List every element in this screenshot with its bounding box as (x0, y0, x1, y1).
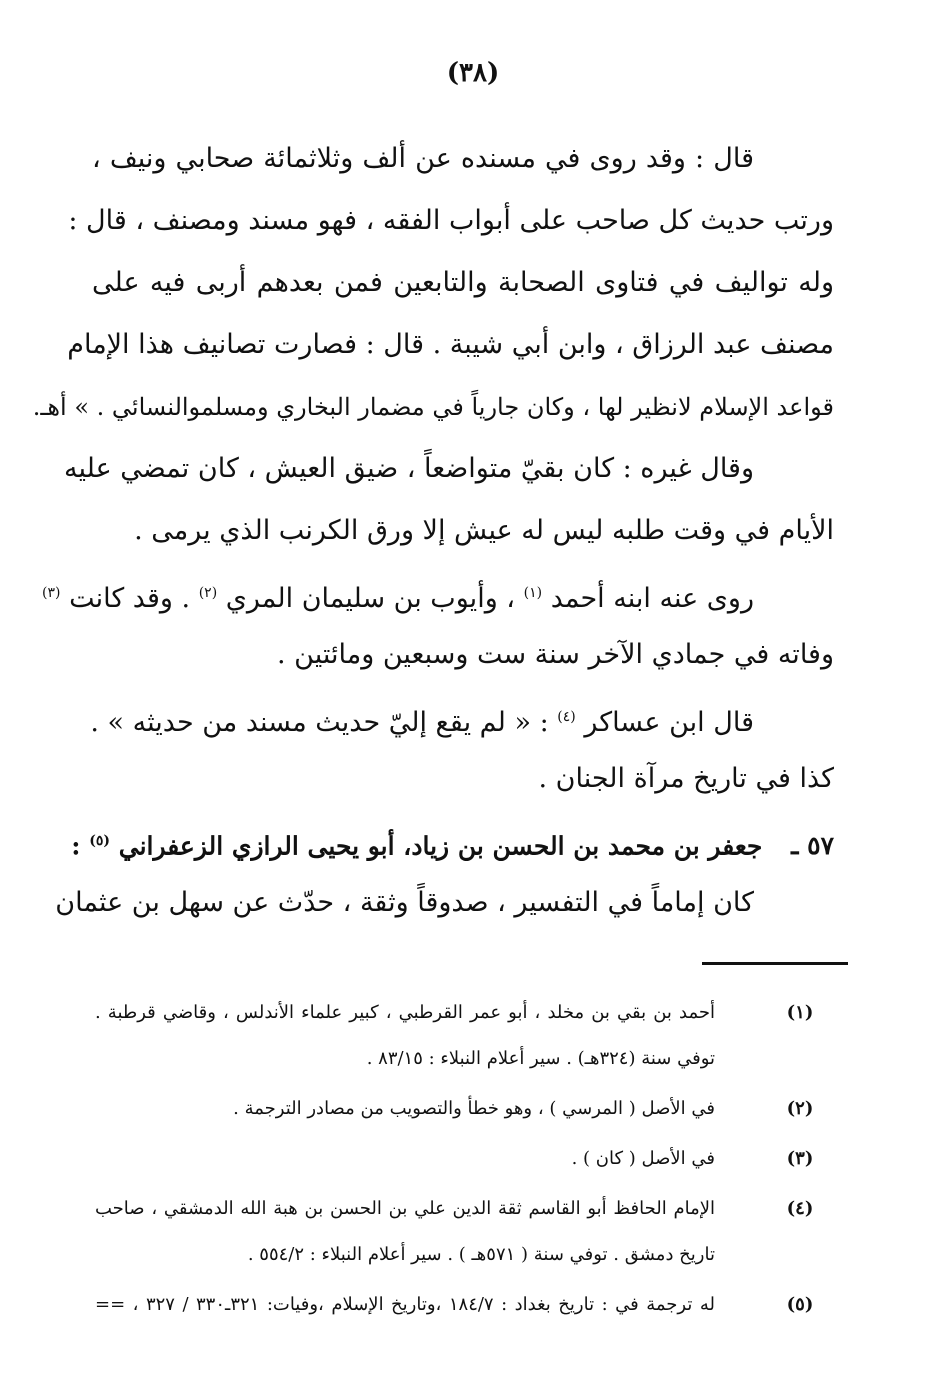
footnote (95, 1186, 830, 1278)
footnote-line: أحمد بن بقي بن مخلد ، أبو عمر القرطبي ، كبير علماء الأندلس ، وقاضي قرطبة . (95, 1002, 715, 1023)
text-line-with-notes (42, 562, 834, 624)
text-line-with-notes (92, 686, 834, 748)
text-line: كذا في تاريخ مرآة الجنان . (538, 763, 834, 794)
entry-name: جعفر بن محمد بن الحسن بن زياد، أبو يحيى الرازي الزعفراني (118, 831, 763, 861)
footnote-marker: (٤) (557, 709, 576, 725)
text-segment: . وقد كانت (69, 583, 191, 614)
footnote-line: تاريخ دمشق . توفي سنة ( ٥٧١هـ ) . سير أعلام النبلاء : ٥٥٤/٢ . (247, 1244, 715, 1265)
footnote-line: توفي سنة (٣٢٤هـ) . سير أعلام النبلاء : ٨٣/١٥ . (366, 1048, 715, 1069)
text-segment: روى عنه ابنه أحمد (550, 583, 754, 614)
entry-heading (71, 810, 834, 872)
footnote (95, 1136, 830, 1182)
entry-colon: : (71, 831, 81, 861)
footnote-marker: (٥) (89, 833, 111, 849)
text-line: الأيام في وقت طلبه ليس له عيش إلا ورق الكرنب الذي يرمى . (134, 515, 834, 546)
footnote-marker: (٢) (198, 585, 218, 601)
text-segment: : « لم يقع إليّ حديث مسند من حديثه » . (90, 707, 549, 738)
footnote-number: (٢) (786, 1098, 814, 1119)
text-line: كان إماماً في التفسير ، صدوقاً وثقة ، حدّث عن سهل بن عثمان (55, 887, 754, 918)
text-line: وفاته في جمادي الآخر سنة ست وسبعين ومائتين . (277, 639, 834, 670)
footnote-line: في الأصل ( المرسي ) ، وهو خطأ والتصويب من مصادر الترجمة . (233, 1098, 715, 1119)
text-line: ورتب حديث كل صاحب على أبواب الفقه ، فهو مسند ومصنف ، قال : (68, 205, 834, 236)
footnote-line: في الأصل ( كان ) . (571, 1148, 715, 1169)
footnote-number: (١) (786, 1002, 814, 1023)
footnote-number: (٥) (786, 1294, 814, 1315)
footnote (95, 1282, 830, 1328)
footnote (95, 990, 830, 1082)
footnote-number: (٤) (786, 1198, 814, 1219)
text-line: وله تواليف في فتاوى الصحابة والتابعين فمن بعدهم أربى فيه على (92, 267, 834, 298)
text-line: قال : وقد روى في مسنده عن ألف وثلاثمائة صحابي ونيف ، (92, 143, 754, 174)
footnote-marker: (١) (523, 585, 543, 601)
entry-number: ٥٧ ـ (791, 831, 834, 861)
text-segment: قال ابن عساكر (584, 707, 754, 738)
footnote-number: (٣) (786, 1148, 814, 1169)
footnotes (95, 990, 830, 1332)
footnote-separator (702, 962, 848, 965)
footnote (95, 1086, 830, 1132)
footnote-line: له ترجمة في : تاريخ بغداد : ١٨٤/٧ ،وتاريخ الإسلام ،وفيات: ٣٢١ـ٣٣٠ / ٣٢٧ ، == (95, 1294, 715, 1315)
footnote-marker: (٣) (42, 585, 61, 601)
text-line: وقال غيره : كان بقيّ متواضعاً ، ضيق العيش ، كان تمضي عليه (64, 453, 754, 484)
page-number: (٣٨) (446, 58, 500, 88)
text-segment: ، وأيوب بن سليمان المري (225, 583, 516, 614)
main-text (32, 128, 834, 934)
text-line: مصنف عبد الرزاق ، وابن أبي شيبة . قال : فصارت تصانيف هذا الإمام (67, 329, 834, 360)
footnote-line: الإمام الحافظ أبو القاسم ثقة الدين علي بن الحسن بن هبة الله الدمشقي ، صاحب (95, 1198, 715, 1219)
text-line: قواعد الإسلام لانظير لها ، وكان جارياً في مضمار البخاري ومسلموالنسائي . » أهـ. (32, 393, 834, 421)
